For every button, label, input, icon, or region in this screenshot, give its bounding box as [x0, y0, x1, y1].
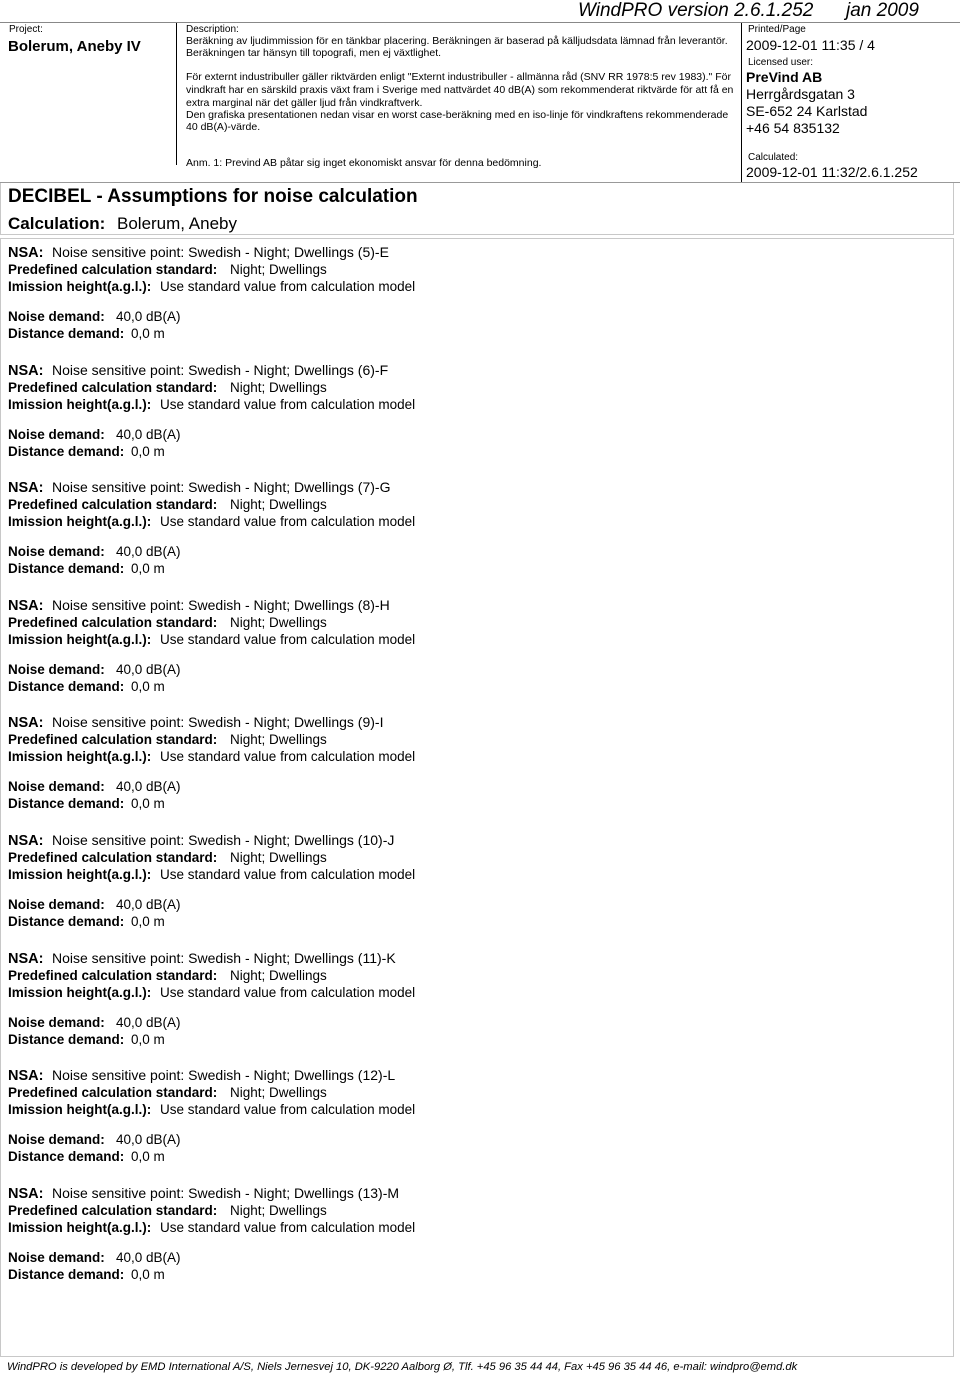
nsa-name-row [8, 714, 908, 731]
noise-demand-value: 40,0 dB(A) [116, 779, 181, 795]
calculated-label: Calculated: [748, 152, 799, 163]
predefined-standard-label: Predefined calculation standard: [8, 850, 218, 865]
noise-demand-row [8, 896, 908, 913]
nsa-name-row [8, 1185, 908, 1202]
noise-demand-value: 40,0 dB(A) [116, 309, 181, 324]
distance-demand-value: 0,0 m [131, 326, 165, 341]
noise-demand-label: Noise demand: [8, 1249, 105, 1265]
calculation-label: Calculation: [8, 214, 106, 233]
predefined-standard-row [8, 379, 908, 396]
predefined-standard-label: Predefined calculation standard: [8, 1085, 218, 1101]
calculation-value: Bolerum, Aneby [117, 214, 238, 233]
distance-demand-row [8, 678, 908, 695]
imission-height-row [8, 748, 908, 765]
imission-height-row [8, 396, 908, 413]
nsa-block [8, 832, 908, 930]
predefined-standard-label: Predefined calculation standard: [8, 967, 218, 983]
predefined-standard-row [8, 496, 908, 513]
nsa-name-value: Noise sensitive point: Swedish - Night; Dwellings (7)-G [52, 479, 391, 496]
nsa-name-label: NSA: [8, 950, 44, 967]
distance-demand-row [8, 1266, 908, 1283]
noise-demand-value: 40,0 dB(A) [116, 1132, 181, 1148]
distance-demand-value: 0,0 m [131, 1149, 165, 1165]
noise-demand-row [8, 543, 908, 560]
imission-height-label: Imission height(a.g.l.): [8, 1102, 152, 1118]
noise-demand-value: 40,0 dB(A) [116, 1014, 181, 1030]
distance-demand-row [8, 443, 908, 460]
nsa-name-label: NSA: [8, 597, 44, 614]
imission-height-row [8, 1101, 908, 1118]
distance-demand-row [8, 1031, 908, 1048]
imission-height-label: Imission height(a.g.l.): [8, 1219, 152, 1235]
nsa-block [8, 1185, 908, 1283]
predefined-standard-label: Predefined calculation standard: [8, 1202, 218, 1218]
noise-demand-value: 40,0 dB(A) [116, 426, 181, 442]
noise-demand-value: 40,0 dB(A) [116, 544, 181, 560]
nsa-name-value: Noise sensitive point: Swedish - Night; Dwellings (6)-F [52, 361, 389, 378]
predefined-standard-value: Night; Dwellings [230, 967, 327, 983]
footer-text: WindPRO is developed by EMD International A/S, Niels Jernesvej 10, DK-9220 Aalborg Ø, Tlf. +45 96 35 44 44, Fax +45 96 35 44 46, e-mail: windpro@emd.dk [7, 1361, 798, 1373]
noise-demand-label: Noise demand: [8, 426, 105, 442]
noise-demand-label: Noise demand: [8, 309, 105, 324]
calculated-value: 2009-12-01 11:32/2.6.1.252 [746, 164, 918, 180]
nsa-name-row [8, 950, 908, 967]
noise-demand-row [8, 1131, 908, 1148]
nsa-name-label: NSA: [8, 245, 44, 261]
nsa-name-label: NSA: [8, 480, 44, 497]
description-label: Description: [186, 24, 239, 35]
noise-demand-value: 40,0 dB(A) [116, 1249, 181, 1265]
printed-label: Printed/Page [748, 24, 806, 35]
nsa-name-row [8, 1067, 908, 1084]
nsa-name-row [8, 362, 908, 379]
nsa-name-row [8, 832, 908, 849]
imission-height-value: Use standard value from calculation model [160, 867, 416, 882]
predefined-standard-value: Night; Dwellings [230, 497, 327, 513]
nsa-name-value: Noise sensitive point: Swedish - Night; Dwellings (13)-M [52, 1184, 400, 1201]
description-line-6: extra marginal när det gäller ljud från vindkraftverk. [186, 97, 423, 109]
imission-height-value: Use standard value from calculation model [160, 749, 416, 765]
noise-demand-row [8, 1014, 908, 1031]
distance-demand-value: 0,0 m [131, 1266, 165, 1282]
noise-demand-row [8, 778, 908, 795]
imission-height-label: Imission height(a.g.l.): [8, 984, 152, 1000]
disclaimer-note: Anm. 1: Prevind AB påtar sig inget ekonomiskt ansvar för denna bedömning. [186, 157, 542, 169]
distance-demand-row [8, 1148, 908, 1165]
imission-height-row [8, 513, 908, 530]
predefined-standard-label: Predefined calculation standard: [8, 497, 218, 513]
company-address-street: Herrgårdsgatan 3 [746, 86, 855, 102]
distance-demand-value: 0,0 m [131, 678, 165, 694]
header-divider-left [176, 22, 177, 165]
section-rule-top [0, 182, 960, 183]
noise-demand-value: 40,0 dB(A) [116, 661, 181, 677]
distance-demand-value: 0,0 m [131, 561, 165, 577]
nsa-name-label: NSA: [8, 1185, 44, 1202]
predefined-standard-row [8, 261, 908, 278]
distance-demand-label: Distance demand: [8, 796, 125, 812]
predefined-standard-row [8, 849, 908, 866]
imission-height-value: Use standard value from calculation model [160, 514, 416, 530]
description-line-1: Beräkning av ljudimmission för en tänkbar placering. Beräkningen är baserad på källjudsdata lämnad från leverantör. [186, 35, 728, 47]
imission-height-label: Imission height(a.g.l.): [8, 867, 152, 882]
nsa-name-label: NSA: [8, 715, 44, 732]
section-title: DECIBEL - Assumptions for noise calculation [8, 186, 418, 207]
noise-demand-label: Noise demand: [8, 897, 105, 912]
predefined-standard-row [8, 614, 908, 631]
imission-height-label: Imission height(a.g.l.): [8, 396, 152, 412]
noise-demand-row [8, 661, 908, 678]
distance-demand-label: Distance demand: [8, 914, 125, 929]
distance-demand-row [8, 795, 908, 812]
imission-height-label: Imission height(a.g.l.): [8, 749, 152, 765]
predefined-standard-label: Predefined calculation standard: [8, 262, 218, 277]
distance-demand-row [8, 913, 908, 930]
predefined-standard-label: Predefined calculation standard: [8, 732, 218, 748]
imission-height-row [8, 631, 908, 648]
distance-demand-value: 0,0 m [131, 1031, 165, 1047]
nsa-block [8, 714, 908, 812]
nsa-name-row [8, 479, 908, 496]
predefined-standard-label: Predefined calculation standard: [8, 379, 218, 395]
company-name: PreVind AB [746, 69, 823, 85]
nsa-name-value: Noise sensitive point: Swedish - Night; Dwellings (9)-I [52, 714, 384, 731]
nsa-block [8, 1067, 908, 1165]
company-phone: +46 54 835132 [746, 120, 840, 136]
noise-demand-value: 40,0 dB(A) [116, 897, 181, 912]
predefined-standard-row [8, 1202, 908, 1219]
predefined-standard-value: Night; Dwellings [230, 1085, 327, 1101]
imission-height-value: Use standard value from calculation model [160, 396, 416, 412]
nsa-name-row [8, 244, 908, 261]
imission-height-label: Imission height(a.g.l.): [8, 279, 152, 294]
nsa-name-value: Noise sensitive point: Swedish - Night; Dwellings (5)-E [52, 244, 389, 260]
version-date: jan 2009 [846, 0, 919, 21]
distance-demand-label: Distance demand: [8, 326, 125, 341]
licensed-label: Licensed user: [748, 57, 814, 68]
description-line-7: Den grafiska presentationen nedan visar en worst case-beräkning med en iso-linje för vindkraftens rekommenderade [186, 109, 729, 121]
imission-height-value: Use standard value from calculation model [160, 1102, 416, 1118]
predefined-standard-value: Night; Dwellings [230, 732, 327, 748]
nsa-name-label: NSA: [8, 362, 44, 379]
distance-demand-value: 0,0 m [131, 796, 165, 812]
distance-demand-row [8, 325, 908, 342]
header-divider-right [741, 22, 742, 182]
nsa-name-value: Noise sensitive point: Swedish - Night; Dwellings (11)-K [52, 949, 396, 966]
nsa-name-label: NSA: [8, 1068, 44, 1085]
imission-height-label: Imission height(a.g.l.): [8, 631, 152, 647]
noise-demand-row [8, 426, 908, 443]
nsa-name-row [8, 597, 908, 614]
distance-demand-label: Distance demand: [8, 443, 125, 459]
distance-demand-label: Distance demand: [8, 1266, 125, 1282]
description-line-2: Beräkningen tar hänsyn till topografi, men ej växtlighet. [186, 47, 442, 59]
noise-demand-label: Noise demand: [8, 779, 105, 795]
nsa-name-value: Noise sensitive point: Swedish - Night; Dwellings (8)-H [52, 596, 390, 613]
distance-demand-label: Distance demand: [8, 678, 125, 694]
printed-value: 2009-12-01 11:35 / 4 [746, 37, 875, 53]
description-line-5: vindkraft har en särskild praxis växt fram i Sverige med nattvärdet 40 dB(A) som rekommenderat riktvärde för att få en [186, 84, 734, 96]
imission-height-value: Use standard value from calculation model [160, 984, 416, 1000]
nsa-name-value: Noise sensitive point: Swedish - Night; Dwellings (10)-J [52, 832, 395, 848]
noise-demand-label: Noise demand: [8, 661, 105, 677]
predefined-standard-value: Night; Dwellings [230, 1202, 327, 1218]
nsa-block [8, 950, 908, 1048]
imission-height-value: Use standard value from calculation model [160, 279, 416, 294]
nsa-block [8, 479, 908, 577]
nsa-name-label: NSA: [8, 833, 44, 849]
predefined-standard-row [8, 967, 908, 984]
imission-height-row [8, 984, 908, 1001]
imission-height-row [8, 278, 908, 295]
imission-height-row [8, 1219, 908, 1236]
description-line-8: 40 dB(A)-värde. [186, 121, 261, 133]
nsa-name-value: Noise sensitive point: Swedish - Night; Dwellings (12)-L [52, 1067, 396, 1084]
header-top-rule [0, 22, 960, 23]
version-text: WindPRO version 2.6.1.252 [578, 0, 814, 21]
distance-demand-label: Distance demand: [8, 561, 125, 577]
project-label: Project: [9, 24, 43, 35]
noise-demand-label: Noise demand: [8, 1014, 105, 1030]
imission-height-value: Use standard value from calculation model [160, 1219, 416, 1235]
noise-demand-label: Noise demand: [8, 544, 105, 560]
noise-demand-label: Noise demand: [8, 1132, 105, 1148]
predefined-standard-value: Night; Dwellings [230, 850, 327, 865]
distance-demand-label: Distance demand: [8, 1149, 125, 1165]
predefined-standard-row [8, 1084, 908, 1101]
imission-height-value: Use standard value from calculation model [160, 631, 416, 647]
project-name: Bolerum, Aneby IV [8, 38, 141, 55]
distance-demand-label: Distance demand: [8, 1031, 125, 1047]
noise-demand-row [8, 1249, 908, 1266]
nsa-block [8, 244, 908, 342]
nsa-block [8, 362, 908, 460]
predefined-standard-label: Predefined calculation standard: [8, 614, 218, 630]
nsa-block [8, 597, 908, 695]
predefined-standard-value: Night; Dwellings [230, 614, 327, 630]
description-line-4: För externt industribuller gäller riktvärden enligt "Externt industribuller - allmänna råd (SNV RR 1978:5 rev 1983)." För [186, 71, 731, 83]
predefined-standard-value: Night; Dwellings [230, 262, 327, 277]
predefined-standard-row [8, 731, 908, 748]
distance-demand-row [8, 560, 908, 577]
imission-height-row [8, 866, 908, 883]
company-address-city: SE-652 24 Karlstad [746, 103, 868, 119]
noise-demand-row [8, 308, 908, 325]
predefined-standard-value: Night; Dwellings [230, 379, 327, 395]
distance-demand-value: 0,0 m [131, 443, 165, 459]
distance-demand-value: 0,0 m [131, 914, 165, 929]
imission-height-label: Imission height(a.g.l.): [8, 514, 152, 530]
